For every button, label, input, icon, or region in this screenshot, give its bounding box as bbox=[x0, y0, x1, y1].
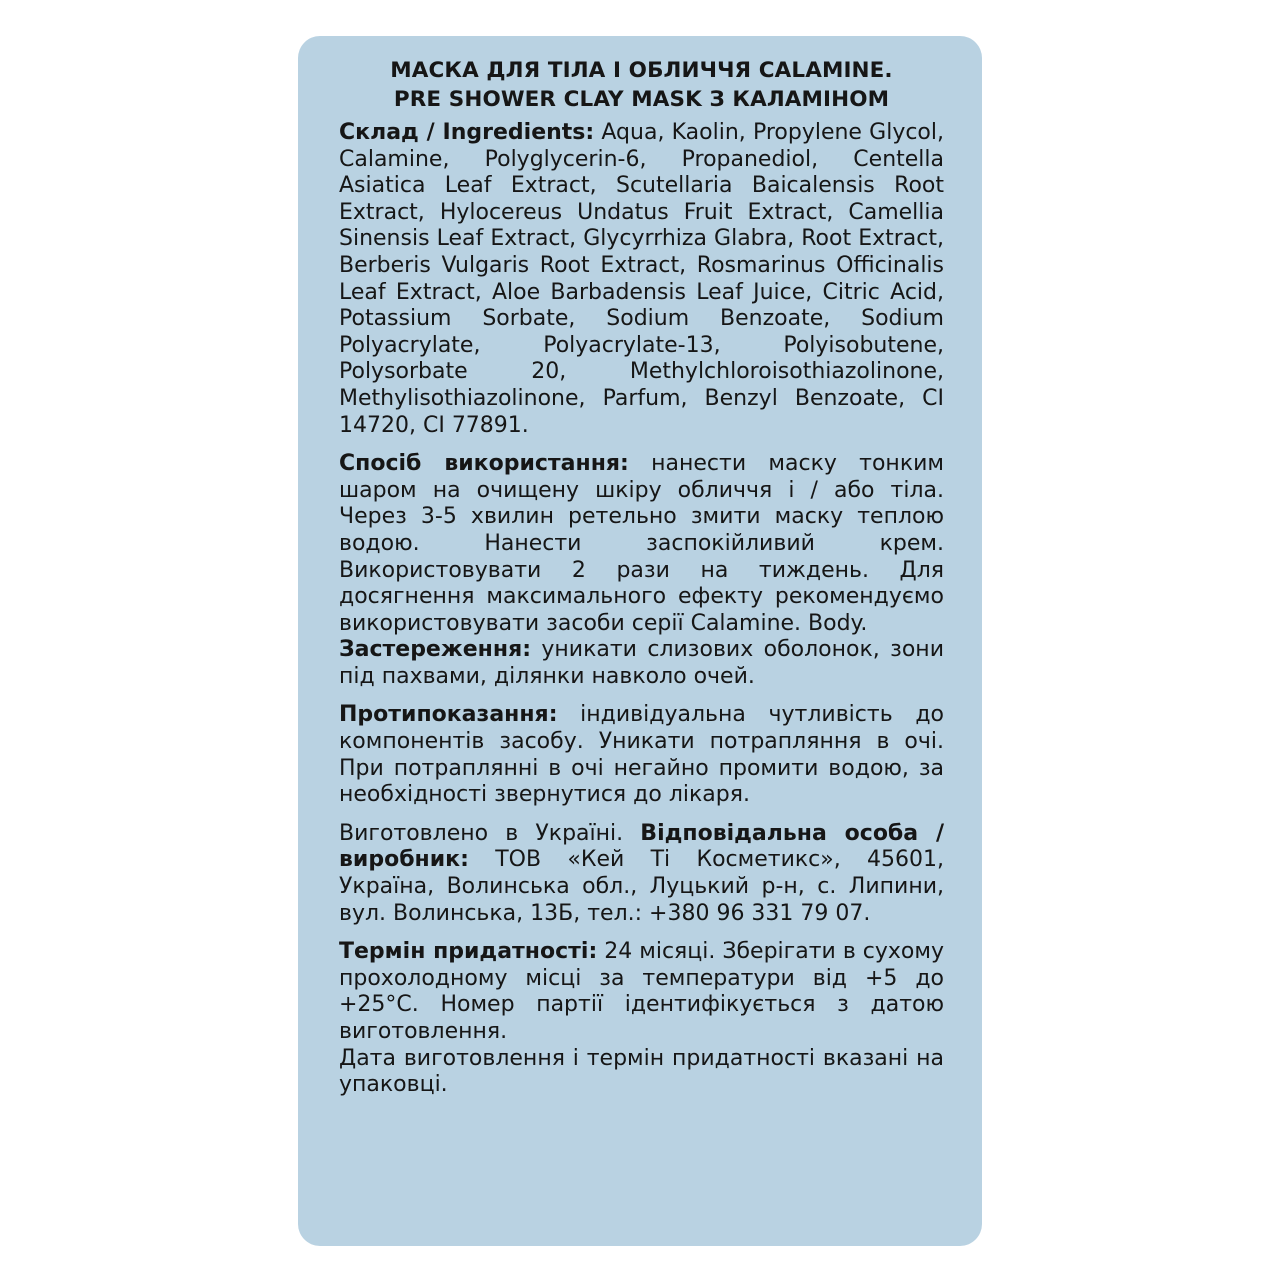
warnings-label: Застереження: bbox=[339, 637, 531, 663]
product-label bbox=[298, 36, 982, 1246]
contraindications-section bbox=[339, 702, 944, 808]
product-title-line-2: PRE SHOWER CLAY MASK З КАЛАМІНОМ bbox=[393, 87, 890, 112]
manufacturer-label: Відповідальна особа / виробник: bbox=[339, 820, 945, 873]
product-title-line-1: МАСКА ДЛЯ ТІЛА І ОБЛИЧЧЯ CALAMINE. bbox=[390, 58, 893, 83]
ingredients-label: Склад / Ingredients: bbox=[339, 120, 595, 145]
product-title bbox=[339, 56, 944, 114]
contraindications-text: індивідуальна чутливість до компонентів засобу. Уникати потрапляння в очі. При потраплянні в очі негайно промити водою, за необхідності звернутися до лікаря. bbox=[339, 702, 944, 808]
shelf-life-label: Термін придатності: bbox=[339, 939, 598, 965]
ingredients-section bbox=[339, 120, 944, 439]
usage-text: нанести маску тонким шаром на очищену шкіру обличчя і / або тіла. Через 3-5 хвилин ретельно змити маску теплою водою. Нанести заспокійливий крем. Використовувати 2 рази на тиждень. Для досягнення максимального ефекту рекомендуємо використовувати засоби серії Calamine. Body. bbox=[339, 451, 944, 636]
warnings-section bbox=[339, 637, 944, 690]
shelf-life-text: 24 місяці. Зберігати в сухому прохолодному місці за температури від +5 до +25°С. Номер партії ідентифікується з датою виготовлення. bbox=[339, 939, 944, 1044]
warnings-text: уникати слизових оболонок, зони під пахвами, ділянки навколо очей. bbox=[339, 637, 944, 689]
ingredients-text: Aqua, Kaolin, Propylene Glycol, Calamine, Polyglycerin-6, Propanediol, Centella Asiatica Leaf Extract, Scutellaria Baicalensis Root Extract, Hylocereus Undatus Fruit Extract, Camellia Sinensis Leaf Extract, Glycyrrhiza Glabra, Root Extract, Berberis Vulgaris Root Extract, Rosmarinus Officinalis Leaf Extract, Aloe Barbadensis Leaf Juice, Citric Acid, Potassium Sorbate, Sodium Benzoate, Sodium Polyacrylate, Polyacrylate-13, Polyisobutene, Polysorbate 20, Methylchloroisothiazolinone, Methylisothiazolinone, Parfum, Benzyl Benzoate, CI 14720, CI 77891. bbox=[339, 120, 944, 438]
manufacturer-section bbox=[339, 821, 944, 927]
manufacturer-text: ТОВ «Кей Ті Косметикс», 45601, Україна, Волинська обл., Луцький р-н, с. Липини, вул. Волинська, 13Б, тел.: +380 96 331 79 07. bbox=[339, 847, 944, 926]
usage-section bbox=[339, 451, 944, 637]
made-in-text: Виготовлено в Україні. bbox=[339, 820, 641, 846]
usage-label: Спосіб використання: bbox=[339, 451, 629, 477]
date-note: Дата виготовлення і термін придатності вказані на упаковці. bbox=[339, 1045, 944, 1098]
contraindications-label: Протипоказання: bbox=[339, 702, 558, 728]
shelf-life-section bbox=[339, 939, 944, 1045]
